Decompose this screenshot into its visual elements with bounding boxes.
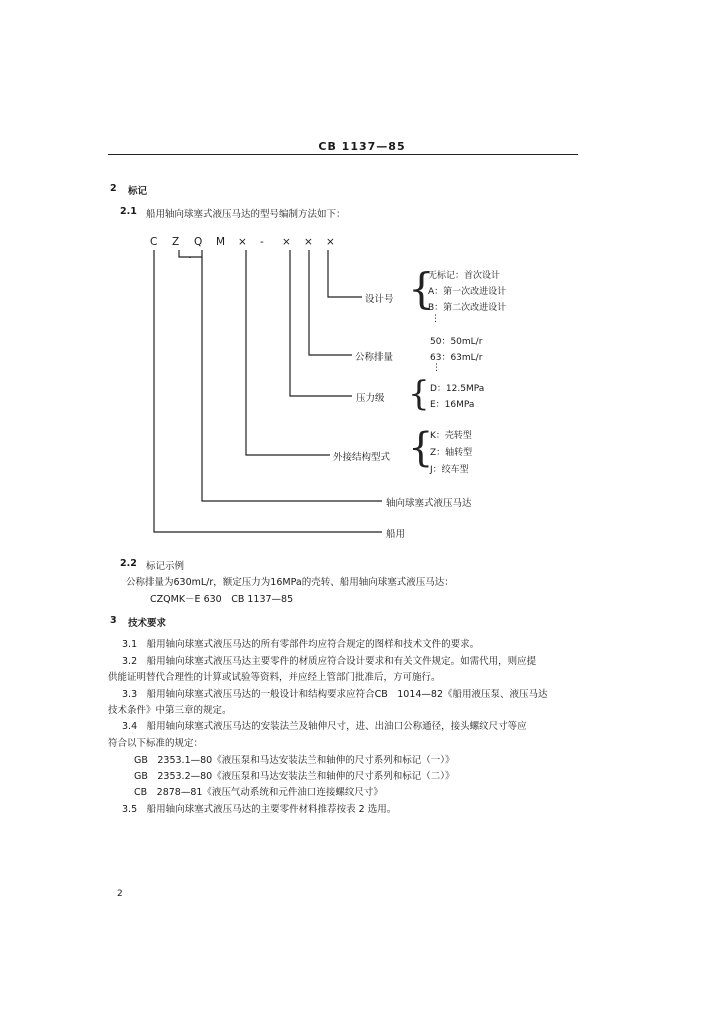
section-3-title: 技术要求 — [128, 618, 167, 629]
clause-3-4-line2: 符合以下标准的规定： — [108, 738, 204, 749]
header-rule — [108, 154, 578, 155]
pressure-brace: { — [408, 374, 430, 414]
connection-brace: { — [408, 425, 434, 471]
connection-option: K：壳转型 — [430, 431, 472, 441]
standard-header: CB 1137—85 — [318, 140, 406, 153]
label-nominal-displacement: 公称排量 — [355, 352, 394, 363]
clause-2-2-number: 2.2 — [120, 558, 137, 569]
section-3-number: 3 — [110, 615, 117, 626]
label-pressure-class: 压力级 — [356, 393, 385, 404]
clause-2-2-title: 标记示例 — [146, 561, 185, 572]
model-code — [150, 236, 348, 248]
example-description: 公称排量为630mL/r，额定压力为16MPa的壳转、船用轴向球塞式液压马达： — [126, 577, 454, 588]
design-option: B：第二次改进设计 — [428, 303, 507, 313]
design-option: A：第一次改进设计 — [428, 287, 507, 297]
section-2-title: 标记 — [128, 186, 148, 197]
displacement-option: 63：63mL/r — [430, 353, 483, 363]
design-option: 无标记：首次设计 — [428, 271, 501, 281]
clause-2-1-number: 2.1 — [120, 206, 137, 217]
referenced-standard: CB 2878—81《液压气动系统和元件油口连接螺纹尺寸》 — [134, 787, 383, 798]
connection-option: J：绞车型 — [430, 465, 469, 475]
referenced-standard: GB 2353.2—80《液压泵和马达安装法兰和轴伸的尺寸系列和标记（二）》 — [134, 771, 455, 782]
code-char: × — [304, 236, 313, 248]
example-code: CZQMK－E 630 CB 1137—85 — [150, 594, 294, 605]
label-axial-ball-piston-motor: 轴向球塞式液压马达 — [386, 498, 472, 509]
displacement-option: 50：50mL/r — [430, 337, 483, 347]
referenced-standard: GB 2353.1—80《液压泵和马达安装法兰和轴伸的尺寸系列和标记（一）》 — [134, 755, 455, 766]
label-marine: 船用 — [386, 529, 406, 540]
clause-3-1: 3.1 船用轴向球塞式液压马达的所有零部件均应符合规定的图样和技术文件的要求。 — [122, 639, 480, 650]
code-char: × — [326, 236, 335, 248]
pressure-option: D：12.5MPa — [430, 384, 485, 394]
code-char: C — [150, 236, 158, 248]
design-brace: { — [408, 264, 435, 313]
clause-3-3-line2: 技术条件》中第三章的规定。 — [108, 705, 232, 716]
code-char: - — [260, 236, 264, 248]
label-connection-type: 外接结构型式 — [333, 452, 391, 463]
clause-3-2-line2: 供能证明替代合理性的计算或试验等资料，并应经上管部门批准后，方可施行。 — [108, 672, 441, 683]
clause-2-1-text: 船用轴向球塞式液压马达的型号编制方法如下： — [146, 209, 346, 220]
code-char: × — [238, 236, 247, 248]
displacement-option-ellipsis: ⋮ — [432, 363, 441, 373]
clause-3-5: 3.5 船用轴向球塞式液压马达的主要零件材料推荐按表 2 选用。 — [122, 804, 397, 815]
connection-option: Z：轴转型 — [430, 448, 473, 458]
code-char: × — [282, 236, 291, 248]
code-char: Q — [194, 236, 203, 248]
code-char: Z — [172, 236, 180, 248]
design-option-ellipsis: ⋮ — [431, 314, 440, 324]
clause-3-3-line1: 3.3 船用轴向球塞式液压马达的一般设计和结构要求应符合CB 1014—82《船用液压泵、液压马达 — [122, 689, 548, 700]
pressure-option: E：16MPa — [430, 400, 475, 410]
label-design-number: 设计号 — [365, 294, 394, 305]
clause-3-4-line1: 3.4 船用轴向球塞式液压马达的安装法兰及轴伸尺寸，进、出油口公称通径，接头螺纹尺寸等应 — [122, 721, 527, 732]
code-char: M — [216, 236, 226, 248]
page-number: 2 — [117, 889, 123, 899]
section-2-number: 2 — [110, 183, 117, 194]
clause-3-2-line1: 3.2 船用轴向球塞式液压马达主要零件的材质应符合设计要求和有关文件规定。如需代用，则应提 — [122, 656, 537, 667]
